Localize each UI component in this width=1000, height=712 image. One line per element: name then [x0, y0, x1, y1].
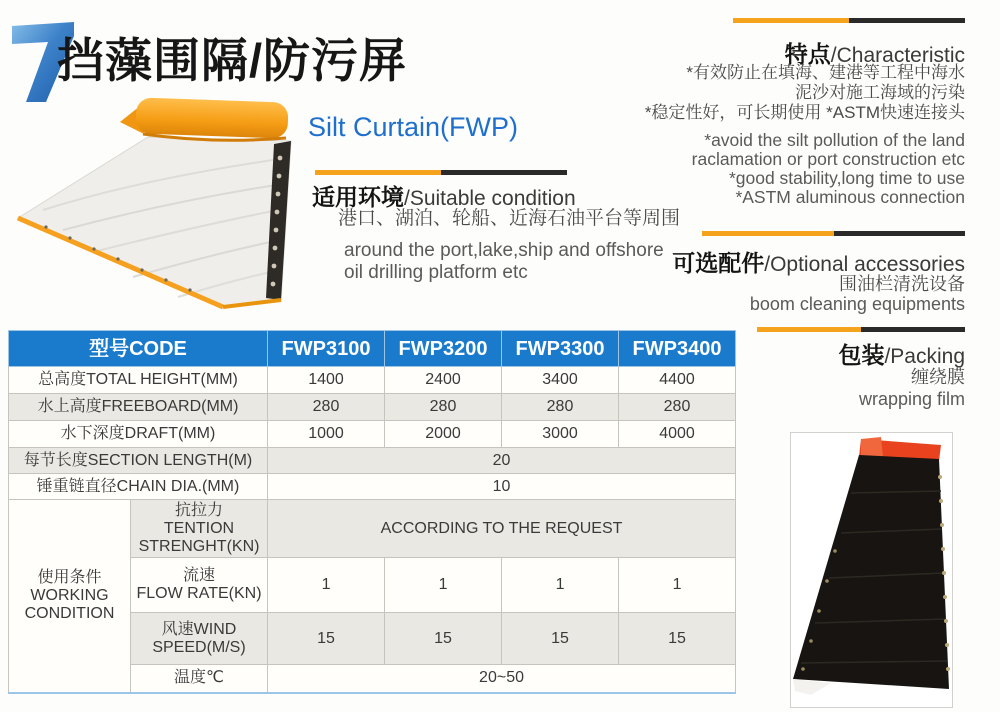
spec-cell: 2000 — [385, 421, 502, 448]
heading-en: /Suitable condition — [404, 187, 576, 210]
tension-label-en2: STRENGHT(KN) — [138, 537, 260, 555]
accessories-zh: 围油栏清洗设备 — [839, 274, 965, 294]
heading-en: /Optional accessories — [764, 253, 965, 276]
spec-cell: 1 — [385, 558, 502, 613]
bar-black-segment — [849, 18, 965, 23]
row-label: 每节长度SECTION LENGTH(M) — [9, 448, 268, 474]
characteristic-zh-line1: *有效防止在填海、建港等工程中海水 — [686, 63, 965, 82]
spec-cell: 15 — [385, 613, 502, 665]
row-label: 总高度TOTAL HEIGHT(MM) — [9, 367, 268, 394]
heading-en: /Packing — [884, 345, 965, 368]
spec-header-row — [9, 331, 736, 367]
row-label: 锤重链直径CHAIN DIA.(MM) — [9, 474, 268, 500]
spec-cell-merged: 20~50 — [268, 665, 736, 693]
spec-cell: 1400 — [268, 367, 385, 394]
row-label: 水上高度FREEBOARD(MM) — [9, 394, 268, 421]
spec-cell-merged: ACCORDING TO THE REQUEST — [268, 500, 736, 558]
spec-row-tension — [9, 500, 736, 558]
wrapped-screen-graphic — [791, 433, 952, 707]
spec-cell: 280 — [619, 394, 736, 421]
tension-label-zh: 抗拉力 — [175, 501, 224, 519]
working-condition-group-label — [9, 500, 131, 693]
flow-rate-label-zh: 流速 — [183, 567, 216, 584]
row-label: 水下深度DRAFT(MM) — [9, 421, 268, 448]
spec-cell-merged: 10 — [268, 474, 736, 500]
section-bar — [315, 170, 567, 175]
packing-en: wrapping film — [858, 389, 965, 409]
row-label — [131, 613, 268, 665]
section-bar — [757, 327, 965, 332]
bar-black-segment — [861, 327, 965, 332]
spec-table — [8, 330, 736, 694]
spec-cell: 2400 — [385, 367, 502, 394]
group-label-en2: CONDITION — [24, 604, 115, 622]
characteristic-en-line2: raclamation or port construction etc — [691, 149, 965, 169]
characteristic-zh — [645, 63, 965, 123]
bar-black-segment — [441, 170, 567, 175]
heading-zh: 包装 — [838, 342, 885, 368]
bar-orange-segment — [733, 18, 849, 23]
bar-black-segment — [834, 231, 966, 236]
wind-speed-label-line1: 风速WIND — [161, 620, 237, 638]
page-subtitle: Silt Curtain(FWP) — [308, 112, 519, 142]
packing-heading — [838, 337, 965, 370]
spec-header-model: FWP3400 — [619, 331, 736, 367]
characteristic-en-line3: *good stability,long time to use — [728, 168, 965, 188]
section-bar — [702, 231, 965, 236]
spec-cell: 4000 — [619, 421, 736, 448]
spec-cell: 280 — [502, 394, 619, 421]
spec-cell: 4400 — [619, 367, 736, 394]
bar-orange-segment — [757, 327, 861, 332]
suitable-en-line1: around the port,lake,ship and offshore — [344, 240, 664, 261]
packing-zh: 缠绕膜 — [911, 367, 965, 387]
heading-zh: 适用环境 — [312, 184, 404, 210]
bar-orange-segment — [702, 231, 834, 236]
heading-zh: 特点 — [784, 41, 831, 67]
characteristic-zh-line3: *稳定性好，可长期使用 *ASTM快速连接头 — [644, 103, 965, 122]
spec-cell: 15 — [502, 613, 619, 665]
spec-header-model: FWP3100 — [268, 331, 385, 367]
tension-label-en1: TENTION — [163, 519, 235, 537]
spec-row-draft — [9, 421, 736, 448]
row-label — [131, 558, 268, 613]
spec-cell: 1 — [619, 558, 736, 613]
spec-cell: 15 — [268, 613, 385, 665]
spec-cell: 1 — [268, 558, 385, 613]
spec-header-code: 型号CODE — [9, 331, 268, 367]
section-bar — [733, 18, 965, 23]
flow-rate-label-en: FLOW RATE(KN) — [136, 585, 262, 602]
row-label — [131, 500, 268, 558]
heading-en: /Characteristic — [830, 44, 965, 67]
bar-orange-segment — [315, 170, 441, 175]
spec-cell: 15 — [619, 613, 736, 665]
row-label: 温度℃ — [131, 665, 268, 693]
heading-zh: 可选配件 — [672, 250, 765, 276]
spec-cell: 280 — [385, 394, 502, 421]
suitable-en-line2: oil drilling platform etc — [344, 262, 528, 283]
wind-speed-label-line2: SPEED(M/S) — [152, 638, 246, 656]
spec-cell: 1000 — [268, 421, 385, 448]
spec-row-total-height — [9, 367, 736, 394]
characteristic-en — [692, 131, 965, 207]
spec-cell: 3400 — [502, 367, 619, 394]
silt-curtain-photo — [8, 92, 310, 324]
accessories-en: boom cleaning equipments — [749, 294, 965, 314]
characteristic-en-line4: *ASTM aluminous connection — [735, 187, 965, 207]
spec-cell: 1 — [502, 558, 619, 613]
spec-cell: 3000 — [502, 421, 619, 448]
spec-row-freeboard — [9, 394, 736, 421]
group-label-zh: 使用条件 — [37, 568, 102, 586]
characteristic-en-line1: *avoid the silt pollution of the land — [704, 130, 965, 150]
characteristic-zh-line2: 泥沙对施工海域的污染 — [795, 83, 965, 102]
page-title: 挡藻围隔/防污屏 — [57, 34, 408, 87]
spec-header-model: FWP3200 — [385, 331, 502, 367]
spec-row-section-length — [9, 448, 736, 474]
spec-row-chain-dia — [9, 474, 736, 500]
spec-cell-merged: 20 — [268, 448, 736, 474]
suitable-condition-zh: 港口、湖泊、轮船、近海石油平台等周围 — [338, 208, 681, 229]
spec-cell: 280 — [268, 394, 385, 421]
wrapping-film-photo — [790, 432, 953, 708]
suitable-condition-en — [344, 240, 664, 284]
group-label-en1: WORKING — [30, 586, 109, 604]
spec-header-model: FWP3300 — [502, 331, 619, 367]
